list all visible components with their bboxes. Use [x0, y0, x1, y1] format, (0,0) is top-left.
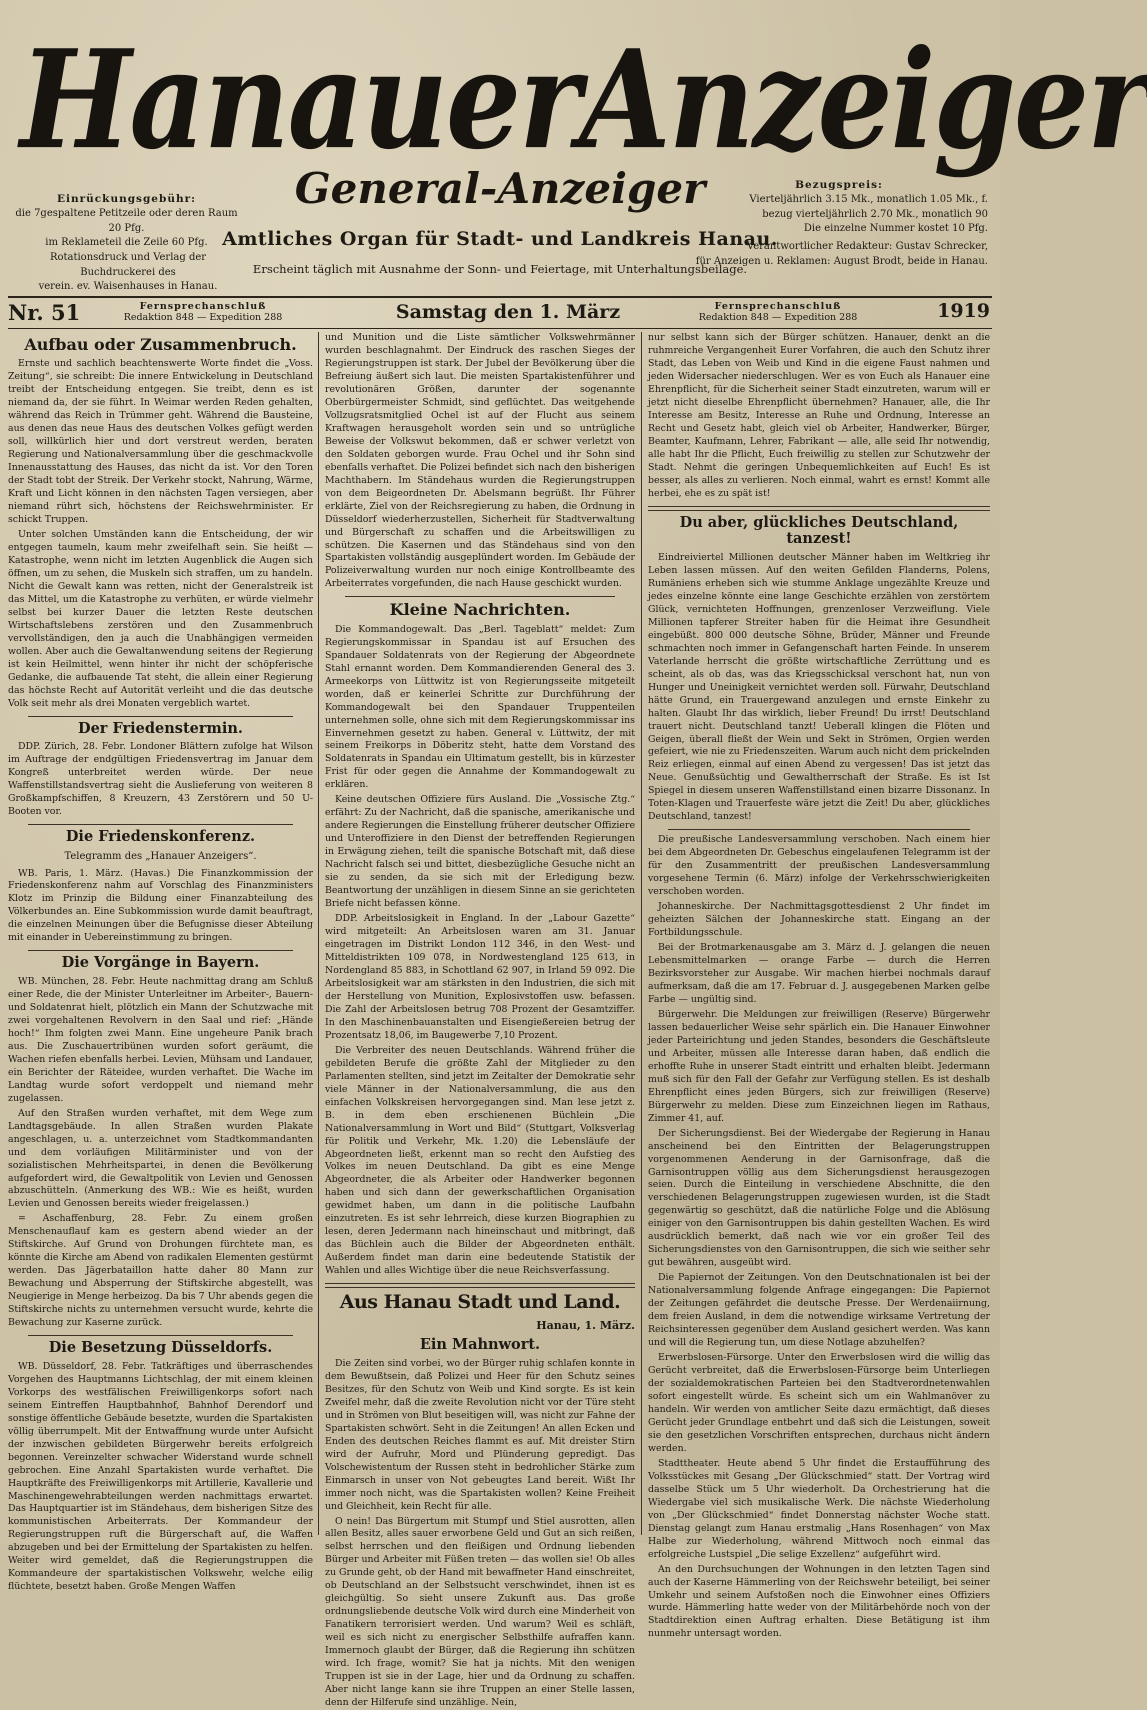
double-separator [325, 1283, 635, 1288]
local-news-item: Die Papiernot der Zeitungen. Von den Deutschnationalen ist bei der Nationalversammlung folgende Anfrage eingegangen: Die Papiernot der Zeitungen gefährdet die deutsche Presse. Der Werdenaiirnung, dem freien Ausland, in dem die notwendige wirksame Vertretung der Reichsinteressen gegenüber dem Ausland gesichert werden. Was kann und will die Regierung tun, um diese Notlage abzuhelfen? [648, 1272, 990, 1349]
masthead [0, 0, 1147, 292]
dateline [8, 296, 992, 329]
fee-line-1: die 7gespaltene Petitzeile oder deren Raum 20 Pfg. [15, 208, 238, 234]
article-paragraph: WB. Düsseldorf, 28. Febr. Tatkräftiges und überraschendes Vorgehen des Hauptmanns Lichtschlag, der mit einem kleinen Vorkorps des westfälischen Freiwilligenkorps sofort nach seinem Eintreffen Hauptbahnhof, Bahnhof Derendorf und sonstige öffentliche Gebäude besetzte, wurden die Spartakisten völlig überrumpelt. Mit der Entwaffnung wurde unter Aufsicht der inzwischen gebildeten Bürgerwehr bereits erfolgreich begonnen. Vereinzelter schwacher Widerstand wurde schnell gebrochen. Eine Anzahl Spartakisten wurde verhaftet. Die Hauptkräfte des Freiwilligenkorps mit Artillerie, Kavallerie und Maschinengewehrabteilungen werden nachmittags erwartet. Das Hauptquartier ist im Ständehaus, dem bisherigen Sitze des kommunistischen Arbeiterrats. Der Kommandeur der Regierungstruppen ruft die Bürgerschaft auf, die Waffen abzugeben und bei der Ermittelung der Spartakisten zu helfen. Weiter wird gemeldet, daß die Regierungstruppen die Kommandeure der spartakistischen Volkswehr, welche eilig flüchtete, besetzt haben. Große Mengen Waffen [8, 1360, 313, 1593]
headline-duesseldorf: Die Besetzung Düsseldorfs. [48, 1339, 273, 1357]
article-paragraph: nur selbst kann sich der Bürger schützen. Hanauer, denkt an die ruhmreiche Vergangenheit Eurer Vorfahren, die auch den Schutz ihrer Stadt, das Leben von Weib und Kind in die eigene Faust nahmen und jeden Widersacher niederschlugen. Wer es von Euch als Hanauer eine Ehrenpflicht, für die Sicherheit seiner Stadt einzutreten, warum will er jetzt nicht dieselbe Ehrenpflicht übernehmen? Hanauer, alle, die Ihr Interesse am Besitz, Interesse an Ruhe und Ordnung, Interesse an Recht und Gesetz habt, gleich viel ob Arbeiter, Handwerker, Bürger, Beamter, Kaufmann, Lehrer, Fabrikant — alle, alle seid Ihr notwendig, alle habt Ihr die Pflicht, Euch freiwillig zu stellen zur Schutzwehr der Stadt. Nehmt die geringen Unbequemlichkeiten auf Euch! Es ist besser, als alles zu verlieren. Noch einmal, wahrt es ernst! Kommt alle herbei, ehe es zu spät ist! [648, 332, 990, 499]
publication-schedule: Erscheint täglich mit Ausnahme der Sonn- und Feiertage, mit Unterhaltungsbeilage. [252, 262, 748, 276]
editor-line-2: für Anzeigen u. Reklamen: August Brodt, beide in Hanau. [695, 255, 988, 267]
title-hanauer: Hanauer [20, 19, 580, 180]
article-paragraph: und Munition und die Liste sämtlicher Volkswehrmänner wurden beschlagnahmt. Der Eindruck des raschen Sieges der Regierungstruppen ist stark. Der Jubel der Bevölkerung über die Befreiung äußert sich laut. Die meisten Spartakistenführer und revolutionären Größen, darunter der sogenannte Oberbürgermeister Schmidt, sind geflüchtet. Das weitgehende Vollzugsratsmitglied Ochel ist auf der Flucht aus seinem Kraftwagen herausgeholt worden sein und so untrügliche Beweise der Volkswut bekommen, daß er schwer verletzt von den Soldaten geborgen wurde. Frau Ochel und ihr Sohn sind ebenfalls verhaftet. Die Polizei befindet sich nach den bisherigen Machthabern. Im Ständehaus wurden die Regierungstruppen von dem Beigeordneten Dr. Abelsmann begrüßt. Ihr Führer erklärte, Ziel von der Reichsregierung zu haben, die Ordnung in Düsseldorf wiederherzustellen, Sicherheit für Stadtverwaltung und Bürgerschaft zu schaffen und die Arbeitswilligen zu schützen. Die Kasernen und das Ständehaus sind von den Spartakisten vollständig ausgeplündert worden. Im Gebäude der Polizeiverwaltung wurden nur noch einige Kontrollbeamte des Arbeiterrates vorgefunden, die nach Hause geschickt wurden. [325, 332, 635, 590]
headline-aus-hanau: Aus Hanau Stadt und Land. [339, 1291, 621, 1314]
article-paragraph: Unter solchen Umständen kann die Entscheidung, der wir entgegen taumeln, kaum mehr zweifelhaft sein. Sie heißt — Katastrophe, wenn nicht im letzten Augenblick die Augen sich öffnen, um zu sehen, die Muskeln sich straffen, um zu handeln. Nicht die Gewalt kann was retten, nicht der Generalstreik ist das Mittel, um die Katastrophe zu verhüten, er würde vielmehr selbst bei kurzer Dauer die letzten Reste deutschen Wirtschaftslebens zerstören und den Zusammenbruch vervollständigen, den ja auch die Unabhängigen vermeiden wollen. Aber auch die Gewaltanwendung seitens der Regierung ist kein Heilmittel, wenn hinter ihr nicht der schöpferische Gedanke, die aufbauende Tat steht, die allein einer Regierung das höchste Recht auf Autorität verleiht und die das deutsche Volk seit mehr als drei Monaten vergeblich wartet. [8, 528, 313, 709]
phone-heading-left: Fernsprechanschluß [139, 301, 267, 312]
phone-heading-right: Fernsprechanschluß [714, 301, 842, 312]
local-dateline: Hanau, 1. März. [536, 1319, 635, 1333]
phone-info-right [678, 301, 878, 324]
publisher-line-2: verein. ev. Waisenhauses in Hanau. [38, 281, 218, 292]
subtitle: General-Anzeiger [294, 164, 706, 213]
local-news-item: Die preußische Landesversammlung verschoben. Nach einem hier bei dem Abgeordneten Dr. Gebeschus eingelaufenen Telegramm ist der für den Zusammentritt der preußischen Landesversammlung vorgesehene Termin (6. März) infolge der Verkehrsschwierigkeiten verschoben worden. [648, 834, 990, 898]
headline-kleine-nachrichten: Kleine Nachrichten. [389, 600, 571, 620]
headline-mahnwort: Ein Mahnwort. [419, 1336, 541, 1354]
price-heading: Bezugspreis: [795, 179, 883, 191]
separator [28, 1335, 293, 1336]
editor-line-1: Verantwortlicher Redakteur: Gustav Schrecker, [746, 241, 988, 252]
separator [28, 824, 293, 825]
local-news-item: Stadttheater. Heute abend 5 Uhr findet die Erstaufführung des Volksstückes mit Gesang „Der Glückschmied“ statt. Der Vortrag wird dasselbe Stück um 5 Uhr wiederholt. Da Orchestrierung hat die Wiedergabe viel sich musikalische Werk. Die nächste Wiederholung von „Der Glückschmied“ findet Donnerstag nächster Woche statt. Dienstag gelangt zum Hanau erstmalig „Hans Rosenhagen“ von Max Halbe zur Wiederholung, während Mittwoch noch einmal das erfolgreiche Lustspiel „Die selige Exzellenz“ aufgeführt wird. [648, 1457, 990, 1560]
headline-friedenskonferenz: Die Friedenskonferenz. [65, 828, 256, 846]
article-paragraph: Die Kommandogewalt. Das „Berl. Tageblatt“ meldet: Zum Regierungskommissar in Spandau ist auf Ersuchen des Spandauer Soldatenrats von der Regierung der Abgeordnete Stahl ernannt worden. Dem Kommandierenden General des 3. Armeekorps von Lüttwitz ist von Regierungsseite mitgeteilt worden, daß er keinerlei Schritte zur Durchführung der Kommandogewalt bei den Spandauer Truppenteilen unternehmen solle, ohne sich mit dem Regierungskommissar ins Einvernehmen gesetzt zu haben. General v. Lüttwitz, der mit seinem Freikorps in Döberitz steht, hatte dem Vorstand des Soldatenrats in Spandau ein Ultimatum gestellt, bis in kürzester Frist für oder gegen die Annahme der Kommandogewalt zu erklären. [325, 623, 635, 791]
headline-bayern: Die Vorgänge in Bayern. [61, 954, 260, 972]
price-line-1: Vierteljährlich 3.15 Mk., monatlich 1.05 Mk., f. [749, 194, 988, 206]
article-paragraph: Eindreiviertel Millionen deutscher Männer haben im Weltkrieg ihr Leben lassen müssen. Auf den weiten Gefilden Flanderns, Polens, Rumäniens erheben sich wie stumme Anklage ungezählte Kreuze und jedes einzelne könnte eine lange Geschichte erzählen von zerstörtem Glück, vernichteten Hoffnungen, grenzenloser Verzweiflung. Viele Millionen tapferer Streiter haben für die Heimat ihre Gesundheit eingebüßt. 800 000 deutsche Söhne, Brüder, Männer und Freunde schmachten noch immer in Gefangenschaft harten Feinde. In unserem Vaterlande herrscht die größte wirtschaftliche Zerrüttung und es scheint, als ob das, was das Kriegsschicksal verschont hat, nun von Hunger und Uneinigkeit vernichtet werden soll. Fürwahr, Deutschland hätte Grund, ein Trauergewand anzulegen und ernste Einkehr zu halten. Glaubt Ihr das wirklich, lieber Freund! Du irrst! Deutschland trauert nicht. Deutschland tanzt! Ueberall klingen die Flöten und Geigen, überall fließt der Wein und Sekt in Strömen, Orgien werden gefeiert, wie nie zu Friedenszeiten. Warum auch nicht dem prickelnden Reiz erliegen, einmal auf einen Abend zu vergessen! Das ist jetzt das Neue. Genußsüchtig und Gewaltherrschaft der Straße. Es ist Ist Spiegel in diesem unseren Waffenstillstand einen bizarre Dissonanz. In Toten-Klagen und Trauerfeste wäre jetzt die Zeit! Du aber, glückliches Deutschland, tanzest! [648, 551, 990, 823]
article-paragraph: DDP. Zürich, 28. Febr. Londoner Blättern zufolge hat Wilson im Auftrage der endgültigen Friedensvertrag im Januar dem Kongreß unterbreitet werden würde. Der neue Waffenstillstandsvertrag sieht die Auslieferung von weiteren 8 Großkampfschiffen, 8 Kreuzern, 43 Zerstörern und 50 U-Booten vor. [8, 741, 313, 818]
telegram-note: Telegramm des „Hanauer Anzeigers“. [64, 850, 257, 862]
article-paragraph: Ernste und sachlich beachtenswerte Worte findet die „Voss. Zeitung“, sie schreibt: Die innere Entwickelung in Deutschland treibt der Entscheidung entgegen. Sie treibt, denn es ist niemand da, der sie führt. In Weimar werden Reden gehalten, während das Reich in Trümmer geht. Während die Bausteine, aus denen das neue Haus des deutschen Volkes gefügt werden soll, willkürlich hier und dort verstreut werden, beraten Regierung und Nationalversammlung über die geschmackvolle Innenausstattung des Hauses, das nicht da ist. Vor den Toren der Stadt tobt der Streik. Der Verkehr stockt, Nahrung, Wärme, Kraft und Licht können in den nächsten Tagen versiegen, aber niemand rührt sich, höchstens der Reichswehrminister. Er schickt Truppen. [8, 358, 313, 526]
local-news-item: Bürgerwehr. Die Meldungen zur freiwilligen (Reserve) Bürgerwehr lassen bedauerlicher Weise sehr spärlich ein. Die Hanauer Einwohner jeder Parteirichtung und jeden Standes, besonders die Geschäftsleute und Arbeiter, müssen alle Interesse daran haben, daß endlich die erhoffte Ruhe in unserer Stadt eintritt und erhalten bleibt. Jedermann muß sich für den Fall der Gefahr zur Verfügung stellen. Es ist deshalb Ehrenpflicht eines jeden Bürgers, sich zur freiwilligen (Reserve) Bürgerwehr zu melden. Diese zum Einzeichnen liegen im Rathaus, Zimmer 41, auf. [648, 1008, 990, 1124]
price-line-3: Die einzelne Nummer kostet 10 Pfg. [803, 223, 988, 235]
article-paragraph: = Aschaffenburg, 28. Febr. Zu einem großen Menschenauflauf kam es gestern abend wieder an der Stiftskirche. Auf Grund von Drohungen fürchtete man, es könnte die Kirche am Abend von radikalen Elementen gestürmt werden. Das Jägerbataillon hatte daher 80 Mann zur Bewachung und Absperrung der Stiftskirche abgestellt, was Neugierige in Menge herbeizog. Da bis 7 Uhr abends gegen die Stiftskirche nichts zu unternehmen versucht wurde, kehrte die Bewachung zur Kaserne zurück. [8, 1213, 313, 1329]
separator [28, 716, 293, 717]
issue-date: Samstag den 1. März [395, 301, 621, 323]
price-line-2: bezug vierteljährlich 2.70 Mk., monatlich 90 [762, 208, 988, 220]
local-news-item: Johanneskirche. Der Nachmittagsgottesdienst 2 Uhr findet im geheizten Sälchen der Johanneskirche statt. Eingang an der Fortbildungsschule. [648, 901, 990, 939]
local-news-item: Der Sicherungsdienst. Bei der Wiedergabe der Regierung in Hanau anscheinend bei den Eintritten der Belagerungstruppen vorgenommenen Aenderung in der Garnisonfrage, daß die Garnisontruppen völlig aus dem Sicherungsdienst herausgezogen seien. Durch die Einteilung in verschiedene Abschnitte, die den verschiedenen Belagerungstruppen zugewiesen wurden, ist die Stadt gegenwärtig so geschützt, daß die natürliche Folge und die Ablösung einiger von den Garnisontruppen bis dahin gestellten Wachen. Es wird ausdrücklich bemerkt, daß nach wie vor ein großer Teil des Sicherungsdienstes von den Garnisontruppen, die sich wie seither sehr gut bewähren, ausgeübt wird. [648, 1127, 990, 1269]
issue-number: Nr. 51 [8, 300, 81, 325]
official-organ-line: Amtliches Organ für Stadt- und Landkreis Hanau. [222, 228, 778, 250]
headline-friedenstermin: Der Friedenstermin. [78, 719, 243, 737]
column-rule [318, 332, 319, 1535]
article-paragraph: Auf den Straßen wurden verhaftet, mit dem Wege zum Landtagsgebäude. In allen Straßen wurden Plakate angeschlagen, u. a. unterzeichnet vom Stadtkommandanten und dem vorläufigen Militärminister und von der sozialistischen Mehrheitspartei, in denen die Bevölkerung aufgefordert wird, die Gewaltpolitik von Levien und Genossen abzuschütteln. (Anmerkung des WB.: Wie es heißt, wurden Levien und Genossen bereits wieder freigelassen.) [8, 1107, 313, 1210]
separator [668, 829, 970, 830]
title-anzeiger: Anzeiger [579, 19, 1147, 180]
fee-heading: Einrückungsgebühr: [56, 193, 197, 205]
headline-aufbau: Aufbau oder Zusammenbruch. [24, 335, 297, 354]
headline-tanzest: Du aber, glückliches Deutschland, tanzest! [679, 513, 959, 548]
article-paragraph: WB. München, 28. Febr. Heute nachmittag drang am Schluß einer Rede, die der Minister Unterleitner im Arbeiter-, Bauern- und Soldatenrat hielt, plötzlich ein Mann der Schutzwache mit zwei vorgehaltenen Revolvern in den Saal und rief: „Hände hoch!“ Ihm folgten zwei Mann. Eine ungeheure Panik brach aus. Die Zuschauertribünen wurden sofort geräumt, die Wachen riefen ebenfalls herbei. Levien, Mühsam und Landauer, ein Berichter der Räteidee, wurden verhaftet. Die Wache im Landtag wurde sofort verdoppelt und niemand mehr zugelassen. [8, 975, 313, 1104]
phone-line-left: Redaktion 848 — Expedition 288 [123, 312, 283, 324]
article-paragraph: WB. Paris, 1. März. (Havas.) Die Finanzkommission der Friedenskonferenz nahm auf Vorschlag des Finanzministers Klotz im Prinzip die Bildung einer Finanzabteilung des Völkerbundes an. Eine Subkommission wurde damit beauftragt, die einzelnen Meinungen über die Befugnisse dieser Abteilung mit einander in Uebereinstimmung zu bringen. [8, 867, 313, 944]
separator [345, 596, 615, 597]
article-paragraph: DDP. Arbeitslosigkeit in England. In der „Labour Gazette“ wird mitgeteilt: An Arbeitslosen waren am 31. Januar eingetragen im Distrikt London 112 346, in den West- und Mitteldistrikten 109 078, in Nordwestengland 125 613, in Nordengland 85 883, in Schottland 62 907, in Irland 59 092. Die Arbeitslosigkeit war am stärksten in den Industrien, die sich mit der Herstellung von Munition, Explosivstoffen usw. befassen. Die Zahl der Arbeitslosen betrug 708 Prozent der Gesamtziffer. In den Maschinenbauanstalten und Eisengießereien betrug der Prozentsatz 18,06, im Baugewerbe 7,10 Prozent. [325, 913, 635, 1041]
column-rule [641, 332, 642, 1535]
publisher-line-1: Rotationsdruck und Verlag der Buchdruckerei des [49, 252, 207, 278]
separator [28, 950, 293, 951]
phone-line-right: Redaktion 848 — Expedition 288 [698, 312, 858, 324]
local-news-item: Bei der Brotmarkenausgabe am 3. März d. J. gelangen die neuen Lebensmittelmarken — orange Farbe — durch die Herren Bezirksvorsteher zur Ausgabe. Wir machen hierbei nochmals darauf aufmerksam, daß die am 17. Februar d. J. ausgegebenen Marken gelbe Farbe — ungültig sind. [648, 942, 990, 1005]
article-paragraph: Die Verbreiter des neuen Deutschlands. Während früher die gebildeten Berufe die größte Zahl der Mitglieder zu den Parlamenten stellten, sind jetzt im Zeitalter der Demokratie sehr viele Männer in der Nationalversammlung, die aus den einfachen Volkskreisen hervorgegangen sind. Man lese jetzt z. B. in dem eben erschienenen Büchlein „Die Nationalversammlung in Wort und Bild“ (Stuttgart, Volksverlag für Politik und Verkehr, Mk. 1.20) die Lebensläufe der Abgeordneten ließt, erkennt man so recht den Aufstieg des Volkes im neuen Deutschland. Da gibt es eine Menge Abgeordneter, die als Arbeiter oder Handwerker begonnen haben und sich dann der gewerkschaftlichen Organisation gewidmet haben, um dann in die politische Laufbahn einzutreten. Es ist sehr lehrreich, diese kurzen Biographien zu lesen, deren Jedermann nach hineinschaut und mitbringt, daß das Büchlein auch die Bilder der Abgeordneten enthält. Außerdem findet man darin eine bedeutende Statistik der Wahlen und alles Wichtige über die neue Reichsverfassung. [325, 1044, 635, 1277]
column-3 [648, 332, 990, 1640]
issue-year: 1919 [937, 300, 990, 322]
phone-info-left [108, 301, 298, 324]
article-paragraph: Keine deutschen Offiziere fürs Ausland. Die „Vossische Ztg.“ erfährt: Zu der Nachricht, daß die spanische, amerikanische und andere Regierungen die Einstellung früherer deutscher Offiziere und Unteroffiziere in den Dienst der betreffenden Regierungen in Erwägung ziehen, teilt die spanische Botschaft mit, daß diese Nachricht falsch sei und bittet, diesbezügliche Gesuche nicht an sie zu senden, da sie sich mit der Erledigung bezw. Beantwortung der unzähligen in diesem Sinne an sie gerichteten Briefe nicht befassen könne. [325, 794, 635, 910]
double-separator [648, 506, 990, 511]
local-news-item: Erwerbslosen-Fürsorge. Unter den Erwerbslosen wird die willig das Gerücht verbreitet, daß die Erwerbslosen-Fürsorge beim Unterliegen der sozialdemokratischen Parteien bei den Stadtverordnetenwahlen sofort eingestellt würde. Es scheint sich um ein Wahlmanöver zu handeln. Wir werden von amtlicher Seite dazu ermächtigt, daß dieses Gerücht jeder Grundlage entbehrt und daß sich die Leistungen, soweit sie den gesetzlichen Vorschriften entsprechen, durchaus nicht ändern werden. [648, 1352, 990, 1454]
fee-line-2: im Reklameteil die Zeile 60 Pfg. [45, 237, 208, 249]
title-row [20, 19, 1147, 180]
article-paragraph: O nein! Das Bürgertum mit Stumpf und Stiel ausrotten, allen allen Besitz, alles sauer erworbene Geld und Gut an sich reißen, selbst herrschen und den fleißigen und Ordnung liebenden Bürger und Arbeiter mit Füßen treten — das wollen sie! Ob alles zu Grunde geht, ob der Hand mit bewaffneter Hand einschreitet, ob Deutschland an der Selbstsucht verschwindet, ihnen ist es gleichgültig. So sieht unsere Zukunft aus. Das große ordnungsliebende deutsche Volk wird durch eine Minderheit von Fanatikern terrorisiert werden. Und warum? Weil es schläft, weil es sich nicht zu energischer Selbsthilfe aufraffen kann. Immernoch glaubt der Bürger, daß die Regierung ihn schützen wird. Ich frage, womit? Sie hat ja nichts. Mit den wenigen Truppen ist sie in der Lage, hier und da Ordnung zu schaffen. Aber nicht lange kann sie ihre Truppen an einer Stelle lassen, denn der Hilferufe sind unzählige. Nein, [325, 1515, 635, 1709]
column-1 [8, 332, 313, 1593]
column-2 [325, 332, 635, 1709]
local-news-item: An den Durchsuchungen der Wohnungen in den letzten Tagen sind auch der Kaserne Hämmerling von der Reichswehr beteiligt, bei seiner Umkehr und seinem Aufstoßen noch die Einwohner eines Offiziers wurde. Hämmerling hatte weder von der Militärbehörde noch von der Stadtdirektion einen Auftrag erhalten. Diese Betätigung ist ihm nunmehr untersagt worden. [648, 1563, 990, 1640]
article-paragraph: Die Zeiten sind vorbei, wo der Bürger ruhig schlafen konnte in dem Bewußtsein, daß Polizei und Heer für den Schutz seines Besitzes, für den Schutz von Weib und Kind sorgte. Es ist kein Zweifel mehr, daß die zweite Revolution nicht vor der Türe steht und in Strömen von Blut beseitigen will, was nicht zur Fahne der Spartakisten schwört. Seht in die Zeitungen! An allen Ecken und Enden des deutschen Reiches flammt es auf. Mit dreister Stirn wird der Aufruhr, Mord und Plünderung gepredigt. Das Volschewistentum der Russen steht in bedrohlicher Stärke zum Einmarsch in unser von Not gebeugtes Land bereit. Wißt Ihr immer noch nicht, was die Spartakisten wollen? Keine Freiheit und Gleichheit, kein Recht für alle. [325, 1357, 635, 1512]
